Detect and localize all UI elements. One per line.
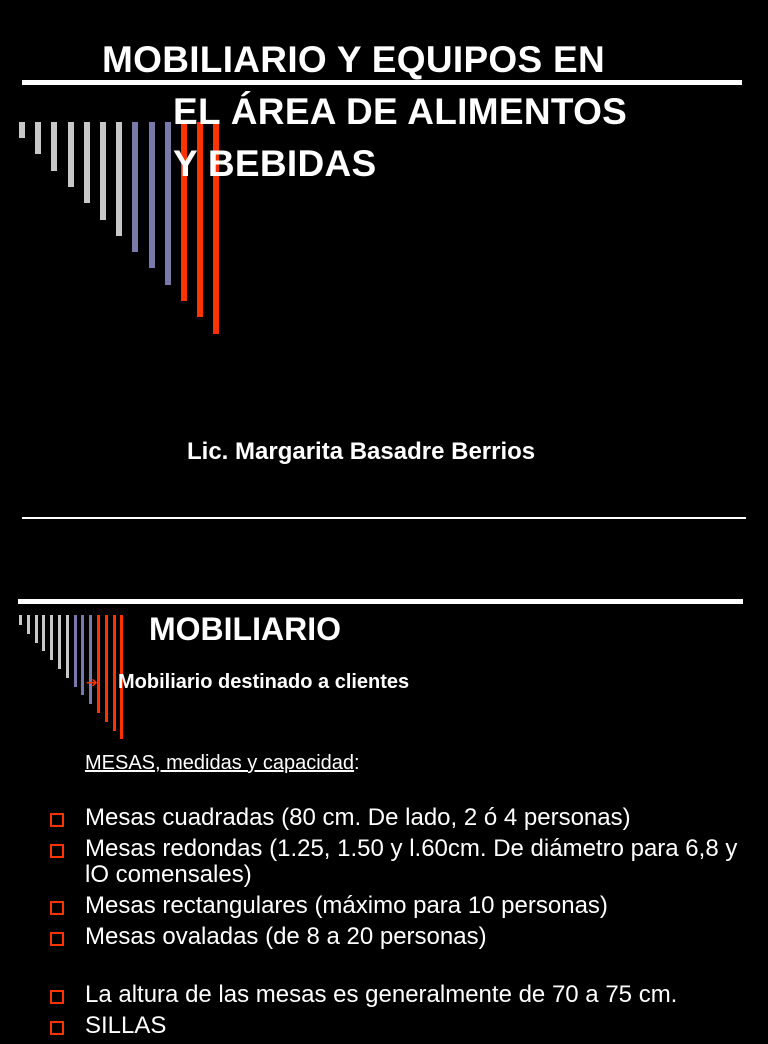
- decorative-stripe: [74, 615, 77, 687]
- list-item-text: Mesas cuadradas (80 cm. De lado, 2 ó 4 personas): [85, 804, 631, 831]
- list-item-text: Mesas rectangulares (máximo para 10 personas): [85, 892, 608, 919]
- list-item-text: La altura de las mesas es generalmente de 70 a 75 cm.: [85, 981, 678, 1008]
- decorative-stripe: [66, 615, 69, 678]
- title-line-1: MOBILIARIO Y EQUIPOS EN: [102, 39, 606, 80]
- decorative-stripe: [35, 122, 41, 154]
- square-bullet-icon: [50, 990, 64, 1004]
- list-item-text: SILLAS: [85, 1012, 167, 1039]
- decorative-stripe: [27, 615, 30, 634]
- list-item: [48, 805, 748, 831]
- decorative-stripe: [19, 615, 22, 625]
- top-rule: [18, 599, 743, 604]
- arrow-bullet-icon: ➔: [86, 674, 98, 690]
- section-heading-text: MESAS, medidas y capacidad: [85, 752, 355, 774]
- decorative-stripe: [51, 122, 57, 171]
- list-item: [48, 982, 748, 1008]
- list-item-text: Mesas ovaladas (de 8 a 20 personas): [85, 923, 487, 950]
- list-item-text: Mesas redondas (1.25, 1.50 y l.60cm. De diámetro para 6,8 y lO comensales): [85, 835, 738, 888]
- list-item: [48, 893, 748, 919]
- square-bullet-icon: [50, 844, 64, 858]
- decorative-stripe: [105, 615, 108, 722]
- decorative-stripe: [19, 122, 25, 138]
- decorative-stripe: [68, 122, 74, 187]
- square-bullet-icon: [50, 932, 64, 946]
- title-line-2: EL ÁREA DE ALIMENTOS: [173, 91, 628, 132]
- subtitle-text: Mobiliario destinado a clientes: [118, 671, 410, 693]
- section-heading-colon: :: [354, 752, 360, 774]
- slide-title: [102, 34, 742, 190]
- bullet-list: [48, 805, 748, 1044]
- content-slide: [0, 519, 768, 1039]
- list-item: [48, 924, 748, 950]
- section-heading: [85, 752, 360, 775]
- decorative-stripe: [81, 615, 84, 695]
- title-slide: [0, 0, 768, 518]
- decorative-stripe: [35, 615, 38, 643]
- decorative-stripe: [50, 615, 53, 660]
- decorative-stripe: [58, 615, 61, 669]
- subtitle: [86, 671, 409, 694]
- square-bullet-icon: [50, 901, 64, 915]
- title-line-3: Y BEBIDAS: [173, 143, 377, 184]
- square-bullet-icon: [50, 1021, 64, 1035]
- list-item: [48, 1013, 748, 1039]
- decorative-stripe: [97, 615, 100, 713]
- square-bullet-icon: [50, 813, 64, 827]
- list-item: [48, 836, 748, 888]
- decorative-stripe: [42, 615, 45, 651]
- slide-title: MOBILIARIO: [149, 611, 341, 647]
- decorative-stripe: [84, 122, 90, 203]
- author-name: Lic. Margarita Basadre Berrios: [187, 438, 536, 465]
